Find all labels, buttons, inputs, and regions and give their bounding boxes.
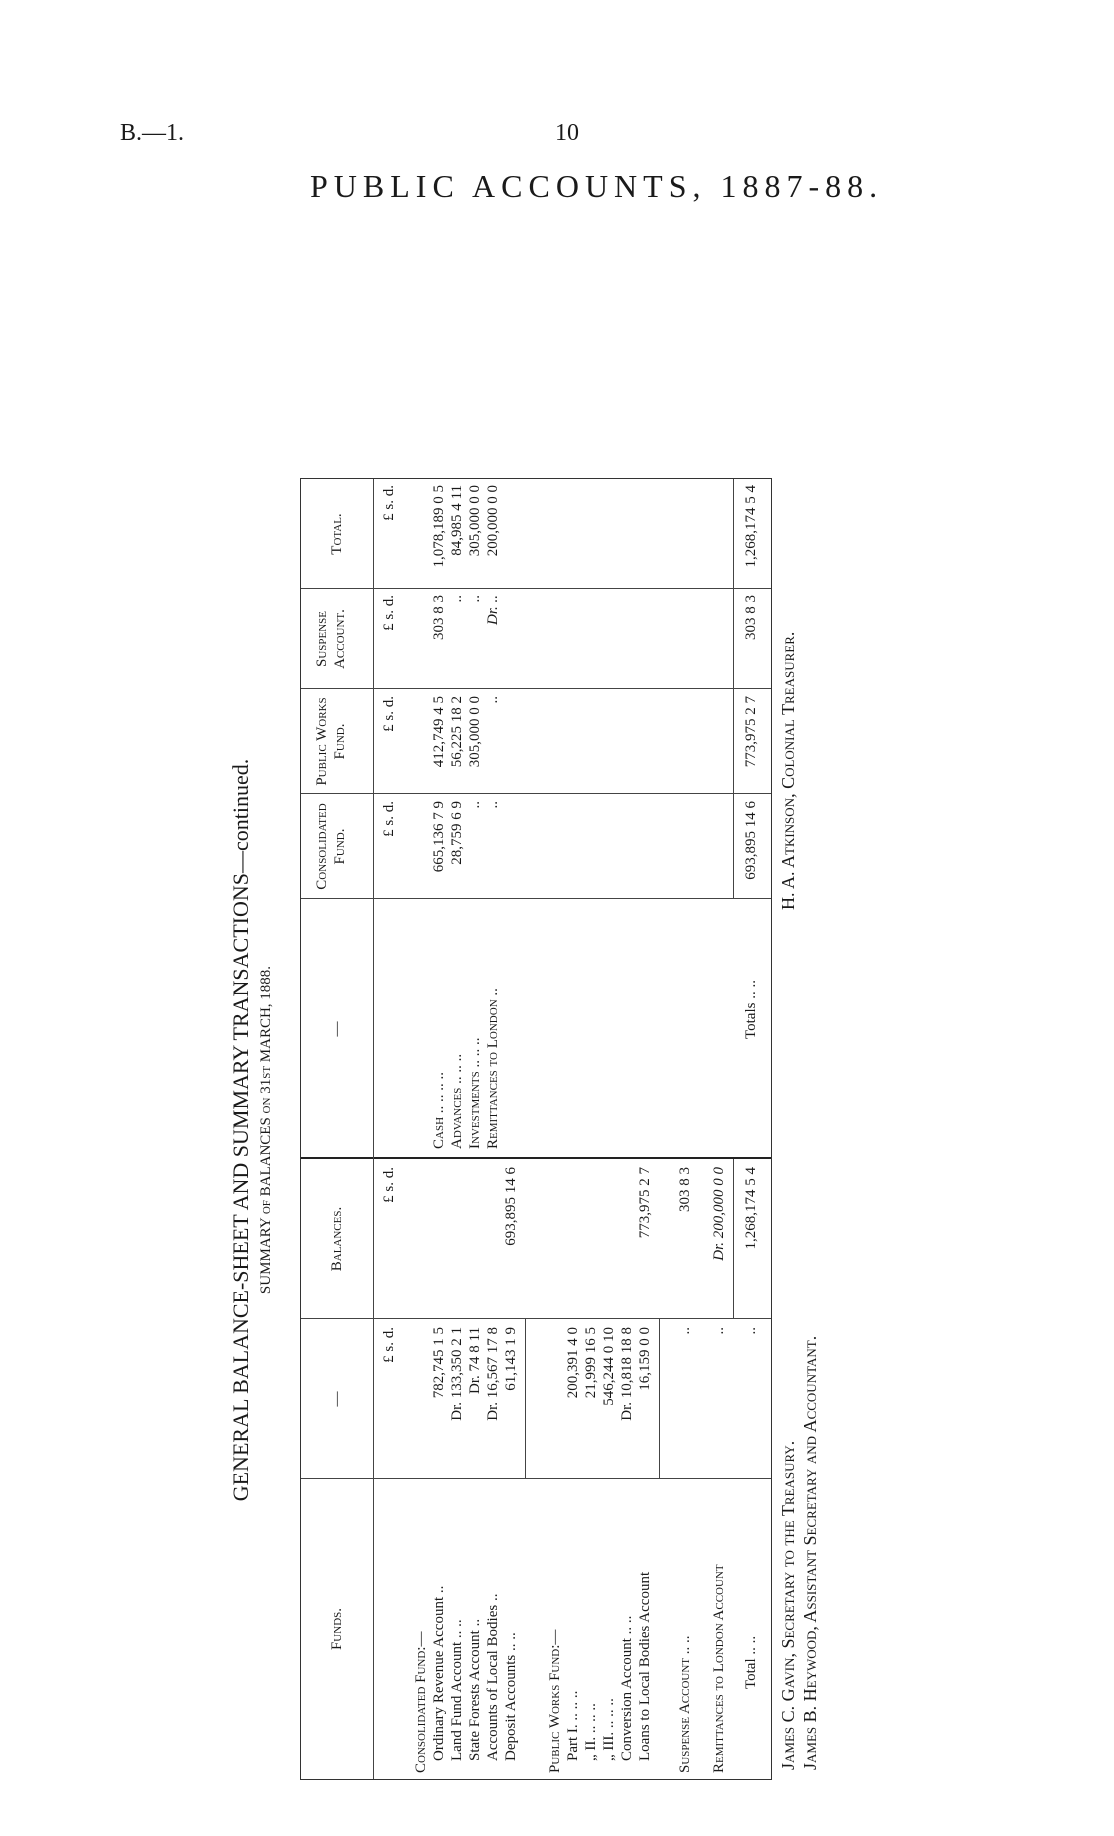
row-amount: Dr. 74 8 11 xyxy=(467,1327,483,1394)
row-amount: Dr. 16,567 17 8 xyxy=(485,1327,501,1421)
right-total: 305,000 0 0 xyxy=(467,485,483,557)
page-title: PUBLIC ACCOUNTS, 1887-88. xyxy=(310,168,884,204)
row-amount: .. xyxy=(677,1327,693,1335)
main-title: GENERAL BALANCE-SHEET AND SUMMARY TRANSACTIONS—continued. xyxy=(228,758,253,1502)
lsd-suspense: £ s. d. xyxy=(381,595,397,631)
col-consolidated: Consolidated Fund. xyxy=(314,803,348,890)
row-balance: 693,895 14 6 xyxy=(503,1167,519,1246)
row-amount: 16,159 0 0 xyxy=(637,1327,653,1391)
col-amount: — xyxy=(329,1391,345,1407)
row-label: Suspense Account .. .. xyxy=(677,1635,693,1773)
right-suspense: .. xyxy=(449,595,465,603)
totals-suspense: 303 8 3 xyxy=(743,595,759,640)
lsd-total: £ s. d. xyxy=(381,485,397,521)
rotated-balance-sheet xyxy=(230,450,830,1810)
col-total: Total. xyxy=(329,513,345,555)
signature-atkinson: H. A. Atkinson, Colonial Treasurer. xyxy=(778,631,798,910)
row-amount: Dr. 10,818 18 8 xyxy=(619,1327,635,1421)
page-number: 10 xyxy=(555,120,579,146)
right-consolidated: .. xyxy=(467,801,483,809)
lsd-consolidated: £ s. d. xyxy=(381,801,397,837)
row-amount: 782,745 1 5 xyxy=(431,1327,447,1399)
row-amount: 546,244 0 10 xyxy=(601,1327,617,1406)
lsd-balance: £ s. d. xyxy=(381,1167,397,1203)
right-consolidated: .. xyxy=(485,801,501,809)
row-balance: 773,975 2 7 xyxy=(637,1167,653,1239)
lsd-public-works: £ s. d. xyxy=(381,696,397,732)
right-suspense: 303 8 3 xyxy=(431,595,447,640)
row-balance: 303 8 3 xyxy=(677,1167,693,1212)
row-label: Land Fund Account .. .. xyxy=(449,1619,465,1761)
lsd-amount: £ s. d. xyxy=(381,1327,397,1363)
totals-public-works: 773,975 2 7 xyxy=(743,696,759,768)
col-funds: Funds. xyxy=(329,1607,345,1651)
col-suspense: Suspense Account. xyxy=(314,609,348,669)
row-label: Ordinary Revenue Account .. xyxy=(431,1585,447,1761)
total-balance: 1,268,174 5 4 xyxy=(743,1167,759,1250)
row-label: Accounts of Local Bodies .. xyxy=(485,1593,501,1761)
row-label: Deposit Accounts .. .. xyxy=(503,1632,519,1761)
row-label: Loans to Local Bodies Account xyxy=(637,1571,653,1761)
col-balances: Balances. xyxy=(329,1206,345,1272)
row-label: „ III. .. .. .. xyxy=(601,1698,617,1761)
signature-heywood: James B. Heywood, Assistant Secretary and Accountant. xyxy=(800,1335,820,1770)
right-consolidated: 665,136 7 9 xyxy=(431,801,447,873)
right-row-label: Remittances to London .. xyxy=(485,988,501,1149)
right-total: 200,000 0 0 xyxy=(485,485,501,557)
signature-gavin: James C. Gavin, Secretary to the Treasury. xyxy=(778,1440,798,1770)
document-reference: B.—1. xyxy=(120,120,185,146)
totals-consolidated: 693,895 14 6 xyxy=(743,801,759,880)
col-public-works: Public Works Fund. xyxy=(314,697,348,786)
right-suspense: .. xyxy=(467,595,483,603)
row-label: „ II. .. .. .. xyxy=(583,1703,599,1761)
right-total: 84,985 4 11 xyxy=(449,485,465,556)
right-public-works: 412,749 4 5 xyxy=(431,696,447,768)
total-amount: .. xyxy=(743,1327,759,1335)
row-amount: Dr. 133,350 2 1 xyxy=(449,1327,465,1421)
total-label: Total .. .. xyxy=(743,1635,759,1689)
balance-table xyxy=(300,478,772,1780)
right-consolidated: 28,759 6 9 xyxy=(449,801,465,865)
row-amount: 61,143 1 9 xyxy=(503,1327,519,1391)
row-label: State Forests Account .. xyxy=(467,1618,483,1761)
row-amount: 21,999 16 5 xyxy=(583,1327,599,1399)
right-row-label: Advances .. .. .. xyxy=(449,1053,465,1149)
row-label: Part I. .. .. .. xyxy=(565,1690,581,1761)
right-row-label: Cash .. .. .. .. xyxy=(431,1071,447,1149)
right-row-label: Investments .. .. .. xyxy=(467,1037,483,1149)
row-amount: 200,391 4 0 xyxy=(565,1327,581,1399)
totals-total: 1,268,174 5 4 xyxy=(743,485,759,568)
right-public-works: 305,000 0 0 xyxy=(467,696,483,768)
sub-title: SUMMARY of BALANCES on 31st MARCH, 1888. xyxy=(258,965,274,1295)
right-total: 1,078,189 0 5 xyxy=(431,485,447,568)
row-label: Consolidated Fund:— xyxy=(413,1631,429,1773)
right-public-works: .. xyxy=(485,696,501,704)
row-label: Remittances to London Account xyxy=(711,1564,727,1773)
row-amount: .. xyxy=(711,1327,727,1335)
row-label: Public Works Fund:— xyxy=(547,1629,563,1773)
row-label: Conversion Account .. .. xyxy=(619,1615,635,1761)
col-desc: — xyxy=(329,1021,345,1037)
totals-label: Totals .. .. xyxy=(743,980,759,1039)
row-balance: Dr. 200,000 0 0 xyxy=(711,1167,727,1261)
right-suspense: Dr. .. xyxy=(485,595,501,626)
right-public-works: 56,225 18 2 xyxy=(449,696,465,768)
